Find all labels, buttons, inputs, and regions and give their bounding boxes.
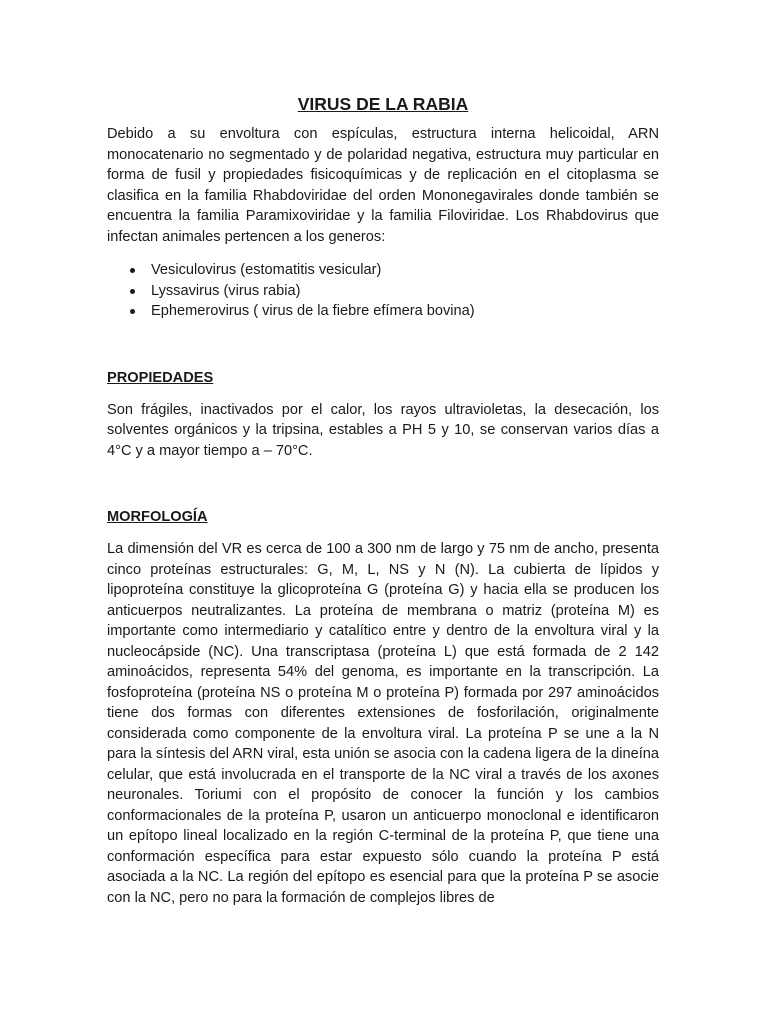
list-item	[107, 301, 659, 322]
bullet-icon	[130, 289, 135, 294]
properties-heading: PROPIEDADES	[107, 369, 214, 386]
genera-list	[107, 260, 659, 322]
document-title: VIRUS DE LA RABIA	[297, 94, 469, 114]
list-item-text: Lyssavirus (virus rabia)	[151, 282, 301, 299]
document-page	[107, 92, 659, 908]
morphology-paragraph: La dimensión del VR es cerca de 100 a 300 nm de largo y 75 nm de ancho, presenta cinco proteínas estructurales: G, M, L, NS y N (N). La cubierta de lípidos y lipoproteína constituye la glicoproteína G (proteína G) y hacia ella se producen los anticuerpos neutralizantes. La proteína de membrana o matriz (proteína M) es importante como intermediario y catalítico entre y dentro de la envoltura viral y la nucleocápside (NC). Una transcriptasa (proteína L) que está formada de 2 142 aminoácidos, representa 54% del genoma, es importante en la transcripción. La fosfoproteína (proteína NS o proteína M o proteína P) formada por 297 aminoácidos tiene dos formas con diferentes extensiones de fosforilación, originalmente considerada como componente de la envoltura viral. La proteína P se une a la N para la síntesis del ARN viral, esta unión se asocia con la cadena ligera de la dineína celular, que está involucrada en el transporte de la NC viral a través de los axones neuronales. Toriumi con el propósito de conocer la función y los cambios conformacionales de la proteína P, usaron un anticuerpo monoclonal e identificaron un epítopo lineal localizado en la región C-terminal de la proteína P, que tiene una conformación específica para estar expuesto sólo cuando la proteína P está asociada a la NC. La región del epítopo es esencial para que la proteína P se asocie con la NC, pero no para la formación de complejos libres de	[107, 541, 659, 906]
list-item	[107, 281, 659, 302]
properties-section	[107, 368, 659, 462]
bullet-icon	[130, 268, 135, 273]
list-item	[107, 260, 659, 281]
list-item-text: Vesiculovirus (estomatitis vesicular)	[151, 262, 382, 278]
properties-paragraph: Son frágiles, inactivados por el calor, los rayos ultravioletas, la desecación, los solventes orgánicos y la tripsina, estables a PH 5 y 10, se conservan varios días a 4°C y a mayor tiempo a – 70°C.	[107, 401, 659, 459]
intro-paragraph: Debido a su envoltura con espículas, estructura interna helicoidal, ARN monocatenario no segmentado y de polaridad negativa, estructura muy particular en forma de fusil y propiedades fisicoquímicas y de replicación en el citoplasma se clasifica en la familia Rhabdoviridae del orden Mononegavirales donde también se encuentra la familia Paramixoviridae y la familia Filoviridae. Los Rhabdovirus que infectan animales pertencen a los generos:	[107, 126, 659, 245]
bullet-icon	[130, 309, 135, 314]
morphology-heading: MORFOLOGÍA	[107, 509, 208, 525]
morphology-section	[107, 507, 659, 908]
list-item-text: Ephemerovirus ( virus de la fiebre efímera bovina)	[151, 303, 475, 319]
